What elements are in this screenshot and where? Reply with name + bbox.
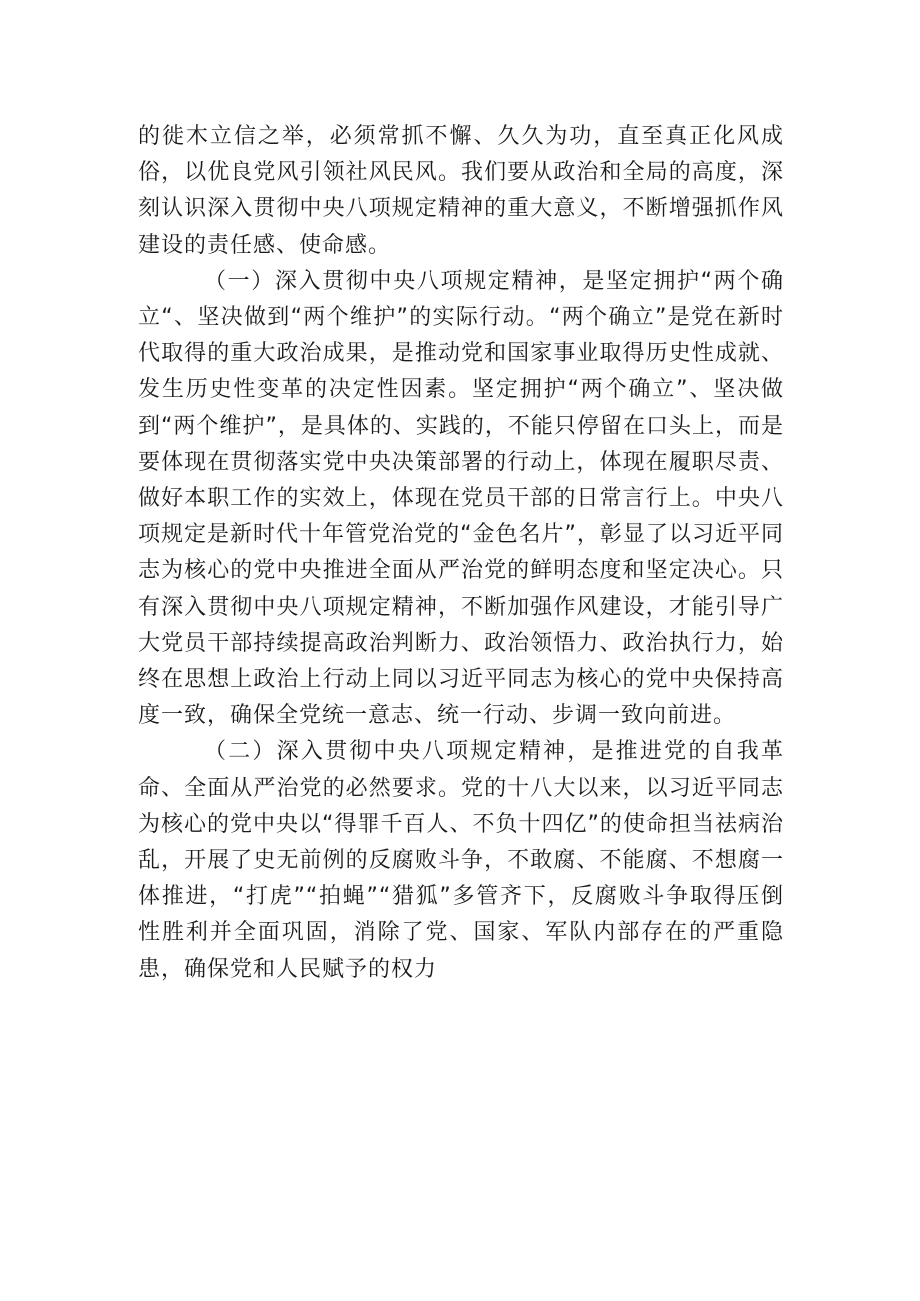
paragraph-section-one: （一）深入贯彻中央八项规定精神，是坚定拥护“两个确立“、坚决做到“两个维护”的实际行动。“两个确立”是党在新时代取得的重大政治成果，是推动党和国家事业取得历史性成就、发生历史性变革的决定性因素。坚定拥护“两个确立”、坚决做到“两个维护”，是具体的、实践的，不能只停留在口头上，而是要体现在贯彻落实党中央决策部署的行动上，体现在履职尽责、做好本职工作的实效上，体现在党员干部的日常言行上。中央八项规定是新时代十年管党治党的“金色名片”，彰显了以习近平同志为核心的党中央推进全面从严治党的鲜明态度和坚定决心。只有深入贯彻中央八项规定精神，不断加强作风建设，才能引导广大党员干部持续提高政治判断力、政治领悟力、政治执行力，始终在思想上政治上行动上同以习近平同志为核心的党中央保持高度一致，确保全党统一意志、统一行动、步调一致向前进。 — [138, 268, 784, 729]
paragraph-section-two: （二）深入贯彻中央八项规定精神，是推进党的自我革命、全面从严治党的必然要求。党的十八大以来，以习近平同志为核心的党中央以“得罪千百人、不负十四亿”的使命担当祛病治乱，开展了史无前例的反腐败斗争，不敢腐、不能腐、不想腐一体推进，“打虎”“拍蝇”“猎狐”多管齐下，反腐败斗争取得压倒性胜利并全面巩固，消除了党、国家、军队内部存在的严重隐患，确保党和人民赋予的权力 — [138, 739, 784, 982]
paragraph-intro-continuation: 的徙木立信之举，必须常抓不懈、久久为功，直至真正化风成俗，以优良党风引领社风民风。我们要从政治和全局的高度，深刻认识深入贯彻中央八项规定精神的重大意义，不断增强抓作风建设的责任感、使命感。 — [138, 124, 784, 258]
document-body — [138, 119, 784, 988]
